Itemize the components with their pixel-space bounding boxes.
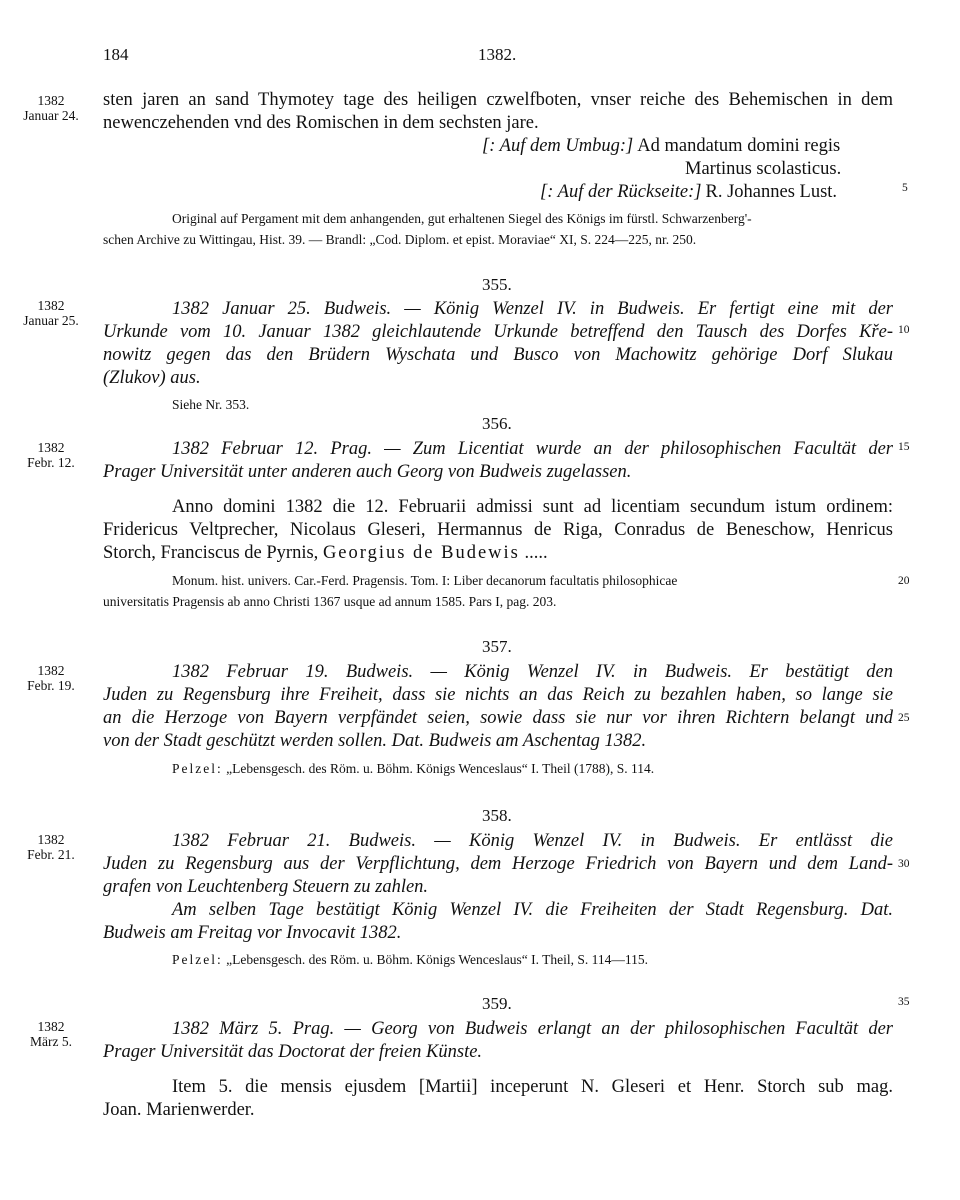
doc359-line: Prager Universität das Doctorat der freien Künste. bbox=[103, 1042, 483, 1062]
doc358-line: 1382 Februar 21. Budweis. — König Wenzel IV. in Budweis. Er entlässt die bbox=[172, 831, 893, 851]
doc359-number: 359. bbox=[482, 994, 512, 1013]
doc354-line: sten jaren an sand Thymotey tage des heiligen czwelfboten, vnser reiche des Behemischen in dem bbox=[103, 90, 893, 110]
doc354-source-line: schen Archive zu Wittingau, Hist. 39. — Brandl: „Cod. Diplom. et epist. Moraviae“ XI, S. 224—225, nr. 250. bbox=[103, 232, 697, 247]
doc358-line: Budweis am Freitag vor Invocavit 1382. bbox=[103, 923, 402, 943]
line-number: 35 bbox=[898, 996, 910, 1008]
line-number: 20 bbox=[898, 575, 910, 587]
margin-date: 1382 März 5. bbox=[30, 1019, 72, 1049]
margin-date: 1382 Febr. 12. bbox=[27, 440, 75, 470]
margin-date: 1382 Febr. 21. bbox=[27, 832, 75, 862]
doc359-text-line: Item 5. die mensis ejusdem [Martii] inceperunt N. Gleseri et Henr. Storch sub mag. bbox=[172, 1077, 893, 1097]
doc358-source: Pelzel: „Lebensgesch. des Röm. u. Böhm. Königs Wenceslaus“ I. Theil, S. 114—115. bbox=[172, 952, 648, 967]
doc356-line: Prager Universität unter anderen auch Georg von Budweis zugelassen. bbox=[103, 462, 632, 482]
page-year-header: 1382. bbox=[478, 45, 517, 64]
doc356-text-line: Anno domini 1382 die 12. Februarii admissi sunt ad licentiam secundum istum ordinem: bbox=[172, 497, 893, 517]
doc354-line: newenczehenden vnd des Romischen in dem sechsten jare. bbox=[103, 113, 539, 133]
doc359-text-line: Joan. Marienwerder. bbox=[103, 1100, 255, 1120]
line-number: 30 bbox=[898, 858, 910, 870]
doc355-line: nowitz gegen das den Brüdern Wyschata und Busco von Machowitz gehörige Dorf Slukau bbox=[103, 345, 893, 365]
doc357-line: von der Stadt geschützt werden sollen. Dat. Budweis am Aschentag 1382. bbox=[103, 731, 647, 751]
doc357-line: Juden zu Regensburg ihre Freiheit, dass sie nichts an das Reich zu bezahlen haben, so lange sie bbox=[103, 685, 893, 705]
doc358-line: Am selben Tage bestätigt König Wenzel IV. die Freiheiten der Stadt Regensburg. Dat. bbox=[172, 900, 893, 920]
margin-date: 1382 Febr. 19. bbox=[27, 663, 75, 693]
doc354-source-line: Original auf Pergament mit dem anhangenden, gut erhaltenen Siegel des Königs im fürstl. Schwarzenberg'- bbox=[172, 211, 752, 226]
doc358-line: Juden zu Regensburg aus der Verpflichtung, dem Herzoge Friedrich von Bayern und dem Land- bbox=[103, 854, 893, 874]
doc356-source-line: universitatis Pragensis ab anno Christi 1367 usque ad annum 1585. Pars I, pag. 203. bbox=[103, 594, 557, 609]
line-number: 25 bbox=[898, 712, 910, 724]
line-number: 15 bbox=[898, 441, 910, 453]
doc355-line: Urkunde vom 10. Januar 1382 gleichlautende Urkunde betreffend den Tausch des Dorfes Kře- bbox=[103, 322, 893, 342]
doc355-line: (Zlukov) aus. bbox=[103, 368, 201, 388]
doc356-text-line: Fridericus Veltprecher, Nicolaus Gleseri, Hermannus de Riga, Conradus de Beneschow, Henricus bbox=[103, 520, 893, 540]
line-number: 10 bbox=[898, 324, 910, 336]
doc358-line: grafen von Leuchtenberg Steuern zu zahlen. bbox=[103, 877, 429, 897]
page-number: 184 bbox=[103, 45, 129, 64]
doc357-line: 1382 Februar 19. Budweis. — König Wenzel IV. in Budweis. Er bestätigt den bbox=[172, 662, 893, 682]
doc356-number: 356. bbox=[482, 414, 512, 433]
doc356-text-line: Storch, Franciscus de Pyrnis, Georgius de Budewis ..... bbox=[103, 543, 548, 563]
line-number: 5 bbox=[902, 182, 908, 194]
doc359-line: 1382 März 5. Prag. — Georg von Budweis erlangt an der philosophischen Facultät der bbox=[172, 1019, 893, 1039]
doc358-number: 358. bbox=[482, 806, 512, 825]
doc354-rueckseite: [: Auf der Rückseite:] R. Johannes Lust. bbox=[540, 182, 838, 202]
doc357-source: Pelzel: „Lebensgesch. des Röm. u. Böhm. Königs Wenceslaus“ I. Theil (1788), S. 114. bbox=[172, 761, 655, 776]
margin-date: 1382 Januar 25. bbox=[23, 298, 79, 328]
doc357-number: 357. bbox=[482, 637, 512, 656]
doc357-line: an die Herzoge von Bayern verpfändet seien, sowie dass sie nur vor ihren Richtern belangt und bbox=[103, 708, 893, 728]
doc356-source-line: Monum. hist. univers. Car.-Ferd. Pragensis. Tom. I: Liber decanorum facultatis philosophicae bbox=[172, 573, 678, 588]
doc354-umbug: [: Auf dem Umbug:] Ad mandatum domini regis bbox=[482, 136, 841, 156]
doc355-number: 355. bbox=[482, 275, 512, 294]
margin-date: 1382 Januar 24. bbox=[23, 93, 79, 123]
doc356-line: 1382 Februar 12. Prag. — Zum Licentiat wurde an der philosophischen Facultät der bbox=[172, 439, 893, 459]
doc355-line: 1382 Januar 25. Budweis. — König Wenzel IV. in Budweis. Er fertigt eine mit der bbox=[172, 299, 893, 319]
doc355-reference: Siehe Nr. 353. bbox=[172, 397, 250, 412]
doc354-umbug-signature: Martinus scolasticus. bbox=[685, 159, 842, 179]
